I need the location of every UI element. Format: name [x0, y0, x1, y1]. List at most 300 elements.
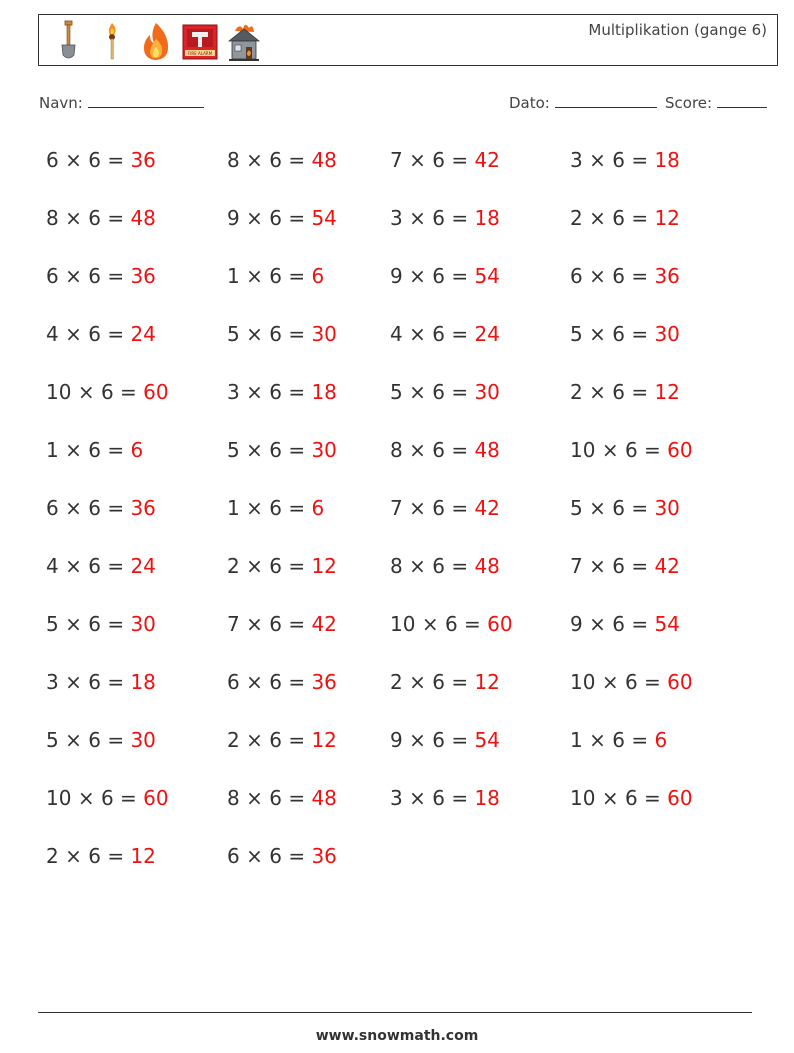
problem-item: [227, 728, 337, 752]
operand-a: 9: [227, 206, 240, 230]
equals-sign: =: [107, 612, 125, 636]
problem-item: [570, 264, 680, 288]
problem-item: [570, 496, 680, 520]
problem-item: [570, 786, 693, 810]
answer: 60: [667, 438, 693, 462]
operand-a: 3: [46, 670, 59, 694]
equals-sign: =: [451, 786, 469, 810]
equals-sign: =: [451, 670, 469, 694]
answer: 36: [130, 496, 156, 520]
operand-a: 10: [570, 438, 596, 462]
name-blank[interactable]: [88, 93, 204, 108]
times-sign: ×: [65, 728, 82, 752]
equals-sign: =: [288, 496, 306, 520]
equals-sign: =: [107, 728, 125, 752]
operand-b: 6: [444, 612, 458, 636]
operand-b: 6: [269, 786, 282, 810]
operand-b: 6: [612, 264, 625, 288]
answer: 6: [654, 728, 668, 752]
equals-sign: =: [631, 728, 649, 752]
problem-item: [46, 728, 156, 752]
problem-item: [390, 728, 500, 752]
date-blank[interactable]: [555, 93, 657, 108]
times-sign: ×: [589, 322, 606, 346]
operand-b: 6: [612, 612, 625, 636]
equals-sign: =: [631, 554, 649, 578]
answer: 54: [474, 264, 500, 288]
answer: 48: [130, 206, 156, 230]
problem-item: [227, 496, 324, 520]
times-sign: ×: [65, 206, 82, 230]
name-label: Navn:: [39, 94, 83, 112]
equals-sign: =: [451, 380, 469, 404]
times-sign: ×: [65, 612, 82, 636]
answer: 6: [311, 496, 325, 520]
answer: 12: [311, 554, 337, 578]
problem-item: [46, 380, 169, 404]
equals-sign: =: [288, 380, 306, 404]
equals-sign: =: [107, 438, 125, 462]
problem-item: [570, 148, 680, 172]
times-sign: ×: [65, 148, 82, 172]
equals-sign: =: [288, 438, 306, 462]
fire-alarm-label: FIRE ALARM: [187, 51, 213, 56]
problem-item: [46, 670, 156, 694]
operand-b: 6: [624, 670, 638, 694]
operand-b: 6: [88, 844, 101, 868]
problem-item: [227, 670, 337, 694]
times-sign: ×: [246, 612, 263, 636]
operand-a: 10: [46, 380, 72, 404]
operand-b: 6: [432, 322, 445, 346]
equals-sign: =: [631, 496, 649, 520]
problem-item: [390, 438, 500, 462]
operand-a: 4: [46, 322, 59, 346]
operand-b: 6: [432, 496, 445, 520]
problem-item: [570, 670, 693, 694]
times-sign: ×: [65, 670, 82, 694]
problem-item: [46, 148, 156, 172]
problem-item: [227, 786, 337, 810]
times-sign: ×: [409, 322, 426, 346]
operand-a: 9: [390, 264, 403, 288]
operand-a: 4: [390, 322, 403, 346]
problem-item: [570, 206, 680, 230]
score-field[interactable]: [665, 93, 767, 112]
operand-b: 6: [432, 670, 445, 694]
equals-sign: =: [451, 554, 469, 578]
times-sign: ×: [589, 554, 606, 578]
operand-b: 6: [269, 148, 282, 172]
operand-b: 6: [88, 438, 101, 462]
answer: 60: [667, 670, 693, 694]
answer: 30: [654, 496, 680, 520]
operand-b: 6: [612, 728, 625, 752]
problem-item: [390, 380, 500, 404]
operand-b: 6: [432, 554, 445, 578]
operand-a: 2: [570, 380, 583, 404]
equals-sign: =: [464, 612, 481, 636]
operand-b: 6: [269, 264, 282, 288]
equals-sign: =: [451, 264, 469, 288]
equals-sign: =: [107, 264, 125, 288]
operand-b: 6: [432, 438, 445, 462]
answer: 18: [474, 786, 500, 810]
operand-b: 6: [88, 148, 101, 172]
answer: 42: [474, 148, 500, 172]
operand-a: 8: [390, 554, 403, 578]
times-sign: ×: [589, 148, 606, 172]
equals-sign: =: [288, 322, 306, 346]
problem-item: [46, 438, 143, 462]
operand-a: 10: [46, 786, 72, 810]
operand-b: 6: [432, 264, 445, 288]
operand-b: 6: [88, 728, 101, 752]
times-sign: ×: [589, 728, 606, 752]
operand-a: 9: [570, 612, 583, 636]
answer: 36: [311, 844, 337, 868]
times-sign: ×: [409, 380, 426, 404]
operand-b: 6: [432, 380, 445, 404]
answer: 24: [130, 322, 156, 346]
operand-a: 5: [227, 322, 240, 346]
operand-b: 6: [88, 670, 101, 694]
operand-a: 1: [227, 496, 240, 520]
footer-url: www.snowmath.com: [315, 1028, 479, 1044]
operand-b: 6: [432, 206, 445, 230]
problem-item: [390, 670, 500, 694]
operand-b: 6: [624, 786, 638, 810]
answer: 30: [474, 380, 500, 404]
times-sign: ×: [589, 612, 606, 636]
equals-sign: =: [288, 206, 306, 230]
operand-a: 5: [390, 380, 403, 404]
problem-item: [570, 322, 680, 346]
operand-a: 5: [570, 322, 583, 346]
times-sign: ×: [409, 670, 426, 694]
operand-b: 6: [269, 670, 282, 694]
times-sign: ×: [246, 728, 263, 752]
problem-item: [390, 322, 500, 346]
equals-sign: =: [644, 438, 661, 462]
operand-a: 6: [46, 264, 59, 288]
operand-b: 6: [432, 728, 445, 752]
answer: 36: [311, 670, 337, 694]
answer: 12: [654, 380, 680, 404]
operand-a: 3: [227, 380, 240, 404]
operand-a: 7: [570, 554, 583, 578]
operand-b: 6: [612, 322, 625, 346]
answer: 54: [311, 206, 337, 230]
operand-a: 8: [227, 148, 240, 172]
equals-sign: =: [107, 554, 125, 578]
answer: 18: [130, 670, 156, 694]
operand-a: 2: [390, 670, 403, 694]
operand-a: 2: [46, 844, 59, 868]
problem-item: [390, 554, 500, 578]
problem-item: [227, 264, 324, 288]
answer: 30: [311, 438, 337, 462]
equals-sign: =: [288, 264, 306, 288]
score-label: Score:: [665, 94, 713, 112]
equals-sign: =: [120, 380, 137, 404]
operand-a: 3: [390, 786, 403, 810]
equals-sign: =: [107, 206, 125, 230]
times-sign: ×: [77, 786, 95, 810]
equals-sign: =: [107, 670, 125, 694]
times-sign: ×: [589, 380, 606, 404]
equals-sign: =: [631, 264, 649, 288]
answer: 42: [474, 496, 500, 520]
operand-b: 6: [612, 496, 625, 520]
times-sign: ×: [409, 438, 426, 462]
times-sign: ×: [65, 496, 82, 520]
equals-sign: =: [288, 728, 306, 752]
equals-sign: =: [451, 148, 469, 172]
equals-sign: =: [107, 496, 125, 520]
problem-item: [227, 612, 337, 636]
operand-a: 8: [46, 206, 59, 230]
answer: 36: [130, 264, 156, 288]
times-sign: ×: [246, 206, 263, 230]
operand-b: 6: [269, 496, 282, 520]
operand-a: 6: [570, 264, 583, 288]
equals-sign: =: [631, 148, 649, 172]
operand-b: 6: [269, 612, 282, 636]
operand-b: 6: [269, 554, 282, 578]
times-sign: ×: [246, 554, 263, 578]
equals-sign: =: [107, 322, 125, 346]
answer: 6: [130, 438, 144, 462]
operand-b: 6: [88, 264, 101, 288]
operand-b: 6: [432, 148, 445, 172]
problem-item: [227, 206, 337, 230]
date-field[interactable]: [509, 93, 657, 112]
answer: 54: [474, 728, 500, 752]
problem-item: [46, 322, 156, 346]
answer: 30: [130, 728, 156, 752]
operand-a: 2: [227, 554, 240, 578]
operand-b: 6: [612, 206, 625, 230]
problem-item: [390, 148, 500, 172]
operand-b: 6: [612, 554, 625, 578]
problem-item: [390, 496, 500, 520]
problem-item: [570, 380, 680, 404]
answer: 24: [130, 554, 156, 578]
times-sign: ×: [601, 786, 619, 810]
operand-a: 9: [390, 728, 403, 752]
equals-sign: =: [288, 148, 306, 172]
operand-a: 3: [570, 148, 583, 172]
house-fire-icon: [225, 19, 263, 63]
answer: 60: [487, 612, 513, 636]
problem-item: [570, 554, 680, 578]
operand-b: 6: [88, 496, 101, 520]
score-blank[interactable]: [717, 93, 767, 108]
problem-item: [46, 844, 156, 868]
problem-item: [227, 844, 337, 868]
equals-sign: =: [631, 206, 649, 230]
answer: 60: [667, 786, 693, 810]
problem-item: [46, 786, 169, 810]
operand-b: 6: [624, 438, 638, 462]
problem-item: [227, 554, 337, 578]
problem-item: [46, 496, 156, 520]
times-sign: ×: [246, 380, 263, 404]
problem-item: [227, 438, 337, 462]
times-sign: ×: [65, 264, 82, 288]
problem-item: [227, 148, 337, 172]
operand-b: 6: [612, 148, 625, 172]
problem-item: [46, 206, 156, 230]
operand-b: 6: [269, 438, 282, 462]
times-sign: ×: [409, 264, 426, 288]
answer: 30: [654, 322, 680, 346]
times-sign: ×: [409, 728, 426, 752]
answer: 48: [311, 148, 337, 172]
times-sign: ×: [409, 206, 426, 230]
operand-a: 2: [227, 728, 240, 752]
fire-icon: [137, 19, 175, 63]
times-sign: ×: [246, 322, 263, 346]
operand-a: 6: [46, 496, 59, 520]
times-sign: ×: [589, 206, 606, 230]
operand-b: 6: [88, 612, 101, 636]
operand-b: 6: [100, 786, 114, 810]
answer: 12: [311, 728, 337, 752]
fire-alarm-icon: [181, 19, 219, 63]
problem-item: [570, 438, 693, 462]
equals-sign: =: [451, 322, 469, 346]
answer: 36: [130, 148, 156, 172]
times-sign: ×: [65, 438, 82, 462]
times-sign: ×: [246, 496, 263, 520]
answer: 18: [654, 148, 680, 172]
matchstick-icon: [93, 19, 131, 63]
times-sign: ×: [409, 148, 426, 172]
operand-b: 6: [269, 844, 282, 868]
header-box: [38, 14, 778, 66]
operand-b: 6: [88, 554, 101, 578]
problem-item: [390, 612, 513, 636]
equals-sign: =: [107, 844, 125, 868]
answer: 12: [654, 206, 680, 230]
operand-a: 5: [46, 612, 59, 636]
answer: 30: [130, 612, 156, 636]
times-sign: ×: [601, 438, 619, 462]
equals-sign: =: [451, 206, 469, 230]
answer: 42: [311, 612, 337, 636]
operand-b: 6: [432, 786, 445, 810]
operand-a: 8: [227, 786, 240, 810]
operand-a: 10: [570, 786, 596, 810]
equals-sign: =: [644, 786, 661, 810]
operand-a: 10: [570, 670, 596, 694]
shovel-icon: [49, 19, 87, 63]
equals-sign: =: [631, 612, 649, 636]
answer: 12: [474, 670, 500, 694]
times-sign: ×: [409, 554, 426, 578]
equals-sign: =: [451, 728, 469, 752]
equals-sign: =: [288, 554, 306, 578]
answer: 18: [474, 206, 500, 230]
answer: 54: [654, 612, 680, 636]
problem-item: [46, 554, 156, 578]
times-sign: ×: [246, 670, 263, 694]
times-sign: ×: [246, 844, 263, 868]
operand-b: 6: [612, 380, 625, 404]
operand-a: 7: [390, 496, 403, 520]
times-sign: ×: [65, 322, 82, 346]
times-sign: ×: [65, 844, 82, 868]
equals-sign: =: [631, 322, 649, 346]
operand-a: 1: [46, 438, 59, 462]
times-sign: ×: [246, 264, 263, 288]
problem-item: [390, 206, 500, 230]
operand-a: 6: [227, 844, 240, 868]
footer-divider: [38, 1012, 752, 1013]
times-sign: ×: [589, 264, 606, 288]
problem-item: [570, 612, 680, 636]
answer: 36: [654, 264, 680, 288]
operand-a: 7: [227, 612, 240, 636]
problem-item: [46, 612, 156, 636]
times-sign: ×: [246, 786, 263, 810]
operand-b: 6: [269, 322, 282, 346]
operand-a: 3: [390, 206, 403, 230]
times-sign: ×: [409, 786, 426, 810]
name-field[interactable]: [39, 93, 204, 112]
answer: 48: [474, 554, 500, 578]
equals-sign: =: [120, 786, 137, 810]
problem-item: [46, 264, 156, 288]
equals-sign: =: [644, 670, 661, 694]
problem-item: [227, 322, 337, 346]
answer: 48: [311, 786, 337, 810]
answer: 42: [654, 554, 680, 578]
equals-sign: =: [631, 380, 649, 404]
answer: 24: [474, 322, 500, 346]
operand-a: 1: [227, 264, 240, 288]
equals-sign: =: [451, 496, 469, 520]
times-sign: ×: [589, 496, 606, 520]
answer: 60: [143, 380, 169, 404]
operand-a: 6: [227, 670, 240, 694]
problem-item: [570, 728, 667, 752]
operand-a: 10: [390, 612, 416, 636]
operand-a: 5: [227, 438, 240, 462]
icon-strip: [49, 19, 263, 63]
operand-a: 4: [46, 554, 59, 578]
equals-sign: =: [288, 786, 306, 810]
operand-b: 6: [269, 728, 282, 752]
worksheet-title: Multiplikation (gange 6): [588, 21, 767, 39]
times-sign: ×: [77, 380, 95, 404]
answer: 12: [130, 844, 156, 868]
operand-a: 5: [570, 496, 583, 520]
answer: 48: [474, 438, 500, 462]
operand-a: 2: [570, 206, 583, 230]
operand-b: 6: [88, 322, 101, 346]
problem-item: [227, 380, 337, 404]
times-sign: ×: [421, 612, 439, 636]
equals-sign: =: [107, 148, 125, 172]
date-label: Dato:: [509, 94, 550, 112]
operand-b: 6: [269, 206, 282, 230]
answer: 30: [311, 322, 337, 346]
answer: 18: [311, 380, 337, 404]
operand-a: 8: [390, 438, 403, 462]
